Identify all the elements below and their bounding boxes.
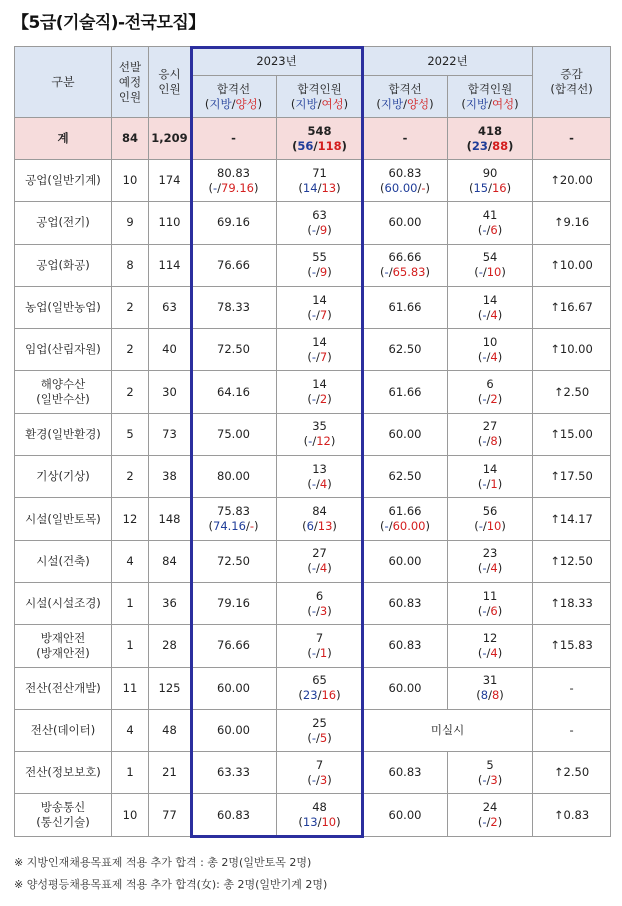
- total-planned: 84: [112, 118, 149, 160]
- row-category: 방송통신 (통신기술): [15, 794, 112, 836]
- header-cutline-2023: 합격선 (지방/양성): [191, 76, 277, 118]
- row-passers-2023: 14 (-/2): [277, 371, 363, 413]
- row-category: 방재안전 (방재안전): [15, 625, 112, 667]
- row-cutline-2022: 61.66: [363, 371, 448, 413]
- row-planned: 4: [112, 540, 149, 582]
- row-passers-2023: 25 (-/5): [277, 709, 363, 751]
- row-category: 임업(산림자원): [15, 329, 112, 371]
- row-passers-2022: 24 (-/2): [448, 794, 533, 836]
- row-change: ↑14.17: [533, 498, 611, 540]
- row-passers-2023: 84 (6/13): [277, 498, 363, 540]
- table-row: [15, 202, 611, 244]
- row-passers-2023: 13 (-/4): [277, 456, 363, 498]
- row-applicants: 21: [149, 752, 191, 794]
- footnote-gender: ※ 양성평등채용목표제 적용 추가 합격(女): 총 2명(일반기계 2명): [14, 878, 328, 891]
- row-cutline-2022: 61.66 (-/60.00): [363, 498, 448, 540]
- row-planned: 8: [112, 244, 149, 286]
- row-category: 농업(일반농업): [15, 286, 112, 328]
- row-category: 공업(화공): [15, 244, 112, 286]
- total-passers-2022: 418 (23/88): [448, 118, 533, 160]
- header-year-2023: 2023년: [191, 47, 363, 76]
- row-change: ↑18.33: [533, 582, 611, 624]
- row-cutline-2022: 60.83: [363, 582, 448, 624]
- row-category: 전산(데이터): [15, 709, 112, 751]
- row-cutline-2023: 60.00: [191, 667, 277, 709]
- table-body: [15, 118, 611, 837]
- row-passers-2022: 6 (-/2): [448, 371, 533, 413]
- row-planned: 1: [112, 625, 149, 667]
- table-row: [15, 794, 611, 836]
- row-passers-2022: 12 (-/4): [448, 625, 533, 667]
- row-passers-2022: 90 (15/16): [448, 160, 533, 202]
- table-row: [15, 582, 611, 624]
- total-label: 계: [15, 118, 112, 160]
- row-category: 기상(기상): [15, 456, 112, 498]
- row-passers-2022: 31 (8/8): [448, 667, 533, 709]
- row-cutline-2022: 60.00: [363, 540, 448, 582]
- footnotes: [14, 852, 327, 896]
- row-passers-2023: 55 (-/9): [277, 244, 363, 286]
- table-row: [15, 540, 611, 582]
- row-applicants: 174: [149, 160, 191, 202]
- row-cutline-2022: 61.66: [363, 286, 448, 328]
- row-cutline-2023: 69.16: [191, 202, 277, 244]
- table-row: [15, 625, 611, 667]
- row-cutline-2022: 66.66 (-/65.83): [363, 244, 448, 286]
- row-cutline-2023: 72.50: [191, 540, 277, 582]
- row-cutline-2022: 60.00: [363, 413, 448, 455]
- row-passers-2022: 27 (-/8): [448, 413, 533, 455]
- row-category: 시설(일반토목): [15, 498, 112, 540]
- table-row: [15, 329, 611, 371]
- row-applicants: 84: [149, 540, 191, 582]
- row-passers-2023: 71 (14/13): [277, 160, 363, 202]
- table-row: [15, 456, 611, 498]
- row-category: 전산(정보보호): [15, 752, 112, 794]
- row-applicants: 36: [149, 582, 191, 624]
- row-cutline-2023: 75.00: [191, 413, 277, 455]
- row-passers-2023: 65 (23/16): [277, 667, 363, 709]
- table-row: [15, 371, 611, 413]
- footnote-regional: ※ 지방인재채용목표제 적용 추가 합격 : 총 2명(일반토목 2명): [14, 856, 312, 869]
- table-row: [15, 667, 611, 709]
- row-planned: 11: [112, 667, 149, 709]
- row-cutline-2022: 60.83 (60.00/-): [363, 160, 448, 202]
- row-cutline-2023: 72.50: [191, 329, 277, 371]
- row-passers-2023: 27 (-/4): [277, 540, 363, 582]
- row-change: ↑2.50: [533, 371, 611, 413]
- row-passers-2022: 23 (-/4): [448, 540, 533, 582]
- header-planned: 선발 예정 인원: [112, 47, 149, 118]
- row-passers-2023: 35 (-/12): [277, 413, 363, 455]
- row-cutline-2022: 60.83: [363, 625, 448, 667]
- row-passers-2022: 56 (-/10): [448, 498, 533, 540]
- row-change: -: [533, 709, 611, 751]
- row-change: ↑15.00: [533, 413, 611, 455]
- total-cutline-2022: -: [363, 118, 448, 160]
- row-passers-2022: 14 (-/4): [448, 286, 533, 328]
- row-applicants: 77: [149, 794, 191, 836]
- row-passers-2022: 11 (-/6): [448, 582, 533, 624]
- row-applicants: 125: [149, 667, 191, 709]
- row-applicants: 40: [149, 329, 191, 371]
- row-category: 공업(일반기계): [15, 160, 112, 202]
- row-change: ↑10.00: [533, 329, 611, 371]
- row-change: ↑2.50: [533, 752, 611, 794]
- row-passers-2023: 14 (-/7): [277, 329, 363, 371]
- table-row: [15, 286, 611, 328]
- row-applicants: 110: [149, 202, 191, 244]
- row-passers-2022: 14 (-/1): [448, 456, 533, 498]
- row-change: ↑9.16: [533, 202, 611, 244]
- row-planned: 10: [112, 794, 149, 836]
- total-row: [15, 118, 611, 160]
- row-planned: 10: [112, 160, 149, 202]
- row-applicants: 38: [149, 456, 191, 498]
- row-change: ↑16.67: [533, 286, 611, 328]
- row-applicants: 48: [149, 709, 191, 751]
- row-planned: 5: [112, 413, 149, 455]
- row-passers-2022: 41 (-/6): [448, 202, 533, 244]
- row-category: 환경(일반환경): [15, 413, 112, 455]
- table-row: [15, 244, 611, 286]
- header-passers-2023: 합격인원 (지방/여성): [277, 76, 363, 118]
- total-passers-2023: 548 (56/118): [277, 118, 363, 160]
- row-applicants: 148: [149, 498, 191, 540]
- row-planned: 4: [112, 709, 149, 751]
- header-cutline-2022: 합격선 (지방/양성): [363, 76, 448, 118]
- total-applicants: 1,209: [149, 118, 191, 160]
- row-applicants: 114: [149, 244, 191, 286]
- row-applicants: 63: [149, 286, 191, 328]
- row-cutline-2022: 60.00: [363, 667, 448, 709]
- row-cutline-2022: 60.00: [363, 202, 448, 244]
- row-planned: 2: [112, 286, 149, 328]
- row-passers-2023: 48 (13/10): [277, 794, 363, 836]
- header-year-2022: 2022년: [363, 47, 533, 76]
- row-passers-2023: 6 (-/3): [277, 582, 363, 624]
- row-change: ↑17.50: [533, 456, 611, 498]
- row-passers-2023: 7 (-/1): [277, 625, 363, 667]
- row-cutline-2022: 62.50: [363, 456, 448, 498]
- row-change: ↑12.50: [533, 540, 611, 582]
- row-not-conducted-2022: 미실시: [363, 709, 533, 751]
- table-row: [15, 498, 611, 540]
- header-passers-2022: 합격인원 (지방/여성): [448, 76, 533, 118]
- row-planned: 2: [112, 456, 149, 498]
- row-cutline-2023: 75.83 (74.16/-): [191, 498, 277, 540]
- row-category: 시설(시설조경): [15, 582, 112, 624]
- table-header: [15, 47, 611, 118]
- row-cutline-2022: 62.50: [363, 329, 448, 371]
- results-table-wrapper: [14, 46, 610, 837]
- table-row: [15, 709, 611, 751]
- row-change: ↑0.83: [533, 794, 611, 836]
- row-planned: 12: [112, 498, 149, 540]
- table-row: [15, 752, 611, 794]
- results-table: [14, 46, 611, 837]
- row-cutline-2023: 76.66: [191, 625, 277, 667]
- row-planned: 2: [112, 329, 149, 371]
- row-category: 전산(전산개발): [15, 667, 112, 709]
- row-change: ↑15.83: [533, 625, 611, 667]
- row-applicants: 30: [149, 371, 191, 413]
- row-change: ↑20.00: [533, 160, 611, 202]
- row-change: -: [533, 667, 611, 709]
- row-passers-2022: 54 (-/10): [448, 244, 533, 286]
- row-cutline-2022: 60.00: [363, 794, 448, 836]
- row-cutline-2023: 64.16: [191, 371, 277, 413]
- row-cutline-2023: 79.16: [191, 582, 277, 624]
- page-title: 【5급(기술직)-전국모집】: [12, 13, 205, 33]
- row-category: 공업(전기): [15, 202, 112, 244]
- row-cutline-2023: 60.83: [191, 794, 277, 836]
- row-applicants: 28: [149, 625, 191, 667]
- total-change: -: [533, 118, 611, 160]
- row-cutline-2023: 80.83 (-/79.16): [191, 160, 277, 202]
- table-row: [15, 160, 611, 202]
- row-planned: 1: [112, 752, 149, 794]
- header-category: 구분: [15, 47, 112, 118]
- row-change: ↑10.00: [533, 244, 611, 286]
- row-passers-2023: 63 (-/9): [277, 202, 363, 244]
- row-planned: 9: [112, 202, 149, 244]
- row-cutline-2023: 78.33: [191, 286, 277, 328]
- row-cutline-2023: 76.66: [191, 244, 277, 286]
- row-passers-2023: 14 (-/7): [277, 286, 363, 328]
- row-planned: 2: [112, 371, 149, 413]
- row-cutline-2023: 60.00: [191, 709, 277, 751]
- row-cutline-2022: 60.83: [363, 752, 448, 794]
- row-applicants: 73: [149, 413, 191, 455]
- row-cutline-2023: 63.33: [191, 752, 277, 794]
- header-change: 증감 (합격선): [533, 47, 611, 118]
- table-row: [15, 413, 611, 455]
- row-category: 해양수산 (일반수산): [15, 371, 112, 413]
- row-cutline-2023: 80.00: [191, 456, 277, 498]
- row-planned: 1: [112, 582, 149, 624]
- row-category: 시설(건축): [15, 540, 112, 582]
- header-applicants: 응시 인원: [149, 47, 191, 118]
- total-cutline-2023: -: [191, 118, 277, 160]
- row-passers-2022: 10 (-/4): [448, 329, 533, 371]
- row-passers-2022: 5 (-/3): [448, 752, 533, 794]
- row-passers-2023: 7 (-/3): [277, 752, 363, 794]
